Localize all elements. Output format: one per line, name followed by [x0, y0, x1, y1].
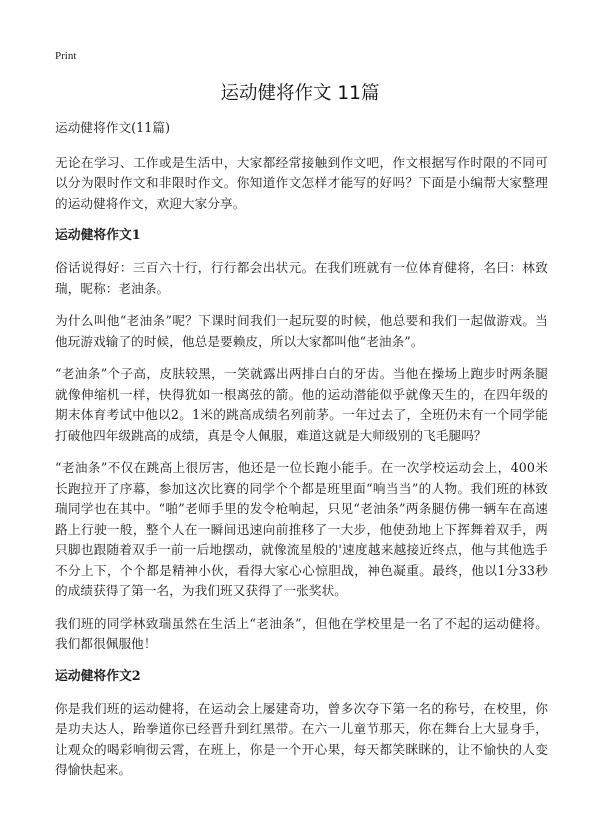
paragraph: “老油条”不仅在跳高上很厉害，他还是一位长跑小能手。在一次学校运动会上，400米长跑拉开了序幕，参加这次比赛的同学个个都是班里面“响当当”的人物。我们班的林致瑞同学也在其中。“啪”老师手里的发令枪响起，只见“老油条”两条腿仿佛一辆车在高速路上行驶一般，整个人在一瞬间迅速向前推移了一大步，他使劲地上下挥舞着双手，两只脚也跟随着双手一前一后地摆动，就像流星般的'速度越来越接近终点，他与其他选手不分上下，个个都是精神小伙，看得大家心心惊胆战，神色凝重。最终，他以1分33秒的成绩获得了第一名，为我们班又获得了一张奖状。 — [55, 460, 548, 598]
section-heading: 运动健将作文1 — [55, 228, 141, 243]
section-heading: 运动健将作文2 — [55, 668, 141, 684]
page-title: 运动健将作文 11篇 — [220, 83, 380, 104]
paragraph: 为什么叫他“老油条”呢？下课时间我们一起玩耍的时候，他总要和我们一起做游戏。当他玩游戏输了的时候，他总是要赖皮，所以大家都叫他“老油条”。 — [55, 313, 548, 349]
article-subtitle: 运动健将作文(11篇) — [55, 120, 171, 135]
print-link[interactable]: Print — [55, 50, 77, 62]
paragraph: 俗话说得好：三百六十行，行行都会出状元。在我们班就有一位体育健将，名曰：林致瑞，昵称：老油条。 — [55, 260, 548, 296]
paragraph: “老油条”个子高，皮肤较黑，一笑就露出两排白白的牙齿。当他在操场上跑步时两条腿就像伸缩机一样，快得犹如一根离弦的箭。他的运动潜能似乎就像天生的，在四年级的期末体育考试中他以2。1米的跳高成绩名列前茅。一年过去了，全班仍未有一个同学能打破他四年级跳高的成绩，真是令人佩服，难道这就是大师级别的飞毛腿吗？ — [55, 366, 548, 443]
paragraph: 你是我们班的运动健将，在运动会上屡建奇功，曾多次夺下第一名的称号，在校里，你是功夫达人，跆拳道你已经晋升到红黑带。在六一儿童节那天，你在舞台上大显身手，让观众的喝彩响彻云霄，在班上，你是一个开心果，每天都笑眯眯的，让不愉快的人变得愉快起来。 — [55, 700, 548, 777]
article-body — [55, 118, 548, 793]
paragraph: 我们班的同学林致瑞虽然在生活上“老油条”，但他在学校里是一名了不起的运动健将。我们都很佩服他！ — [55, 615, 548, 651]
intro-paragraph: 无论在学习、工作或是生活中，大家都经常接触到作文吧，作文根据写作时限的不同可以分为限时作文和非限时作文。你知道作文怎样才能写的好吗？下面是小编帮大家整理的运动健将作文，欢迎大家分享。 — [55, 154, 548, 211]
